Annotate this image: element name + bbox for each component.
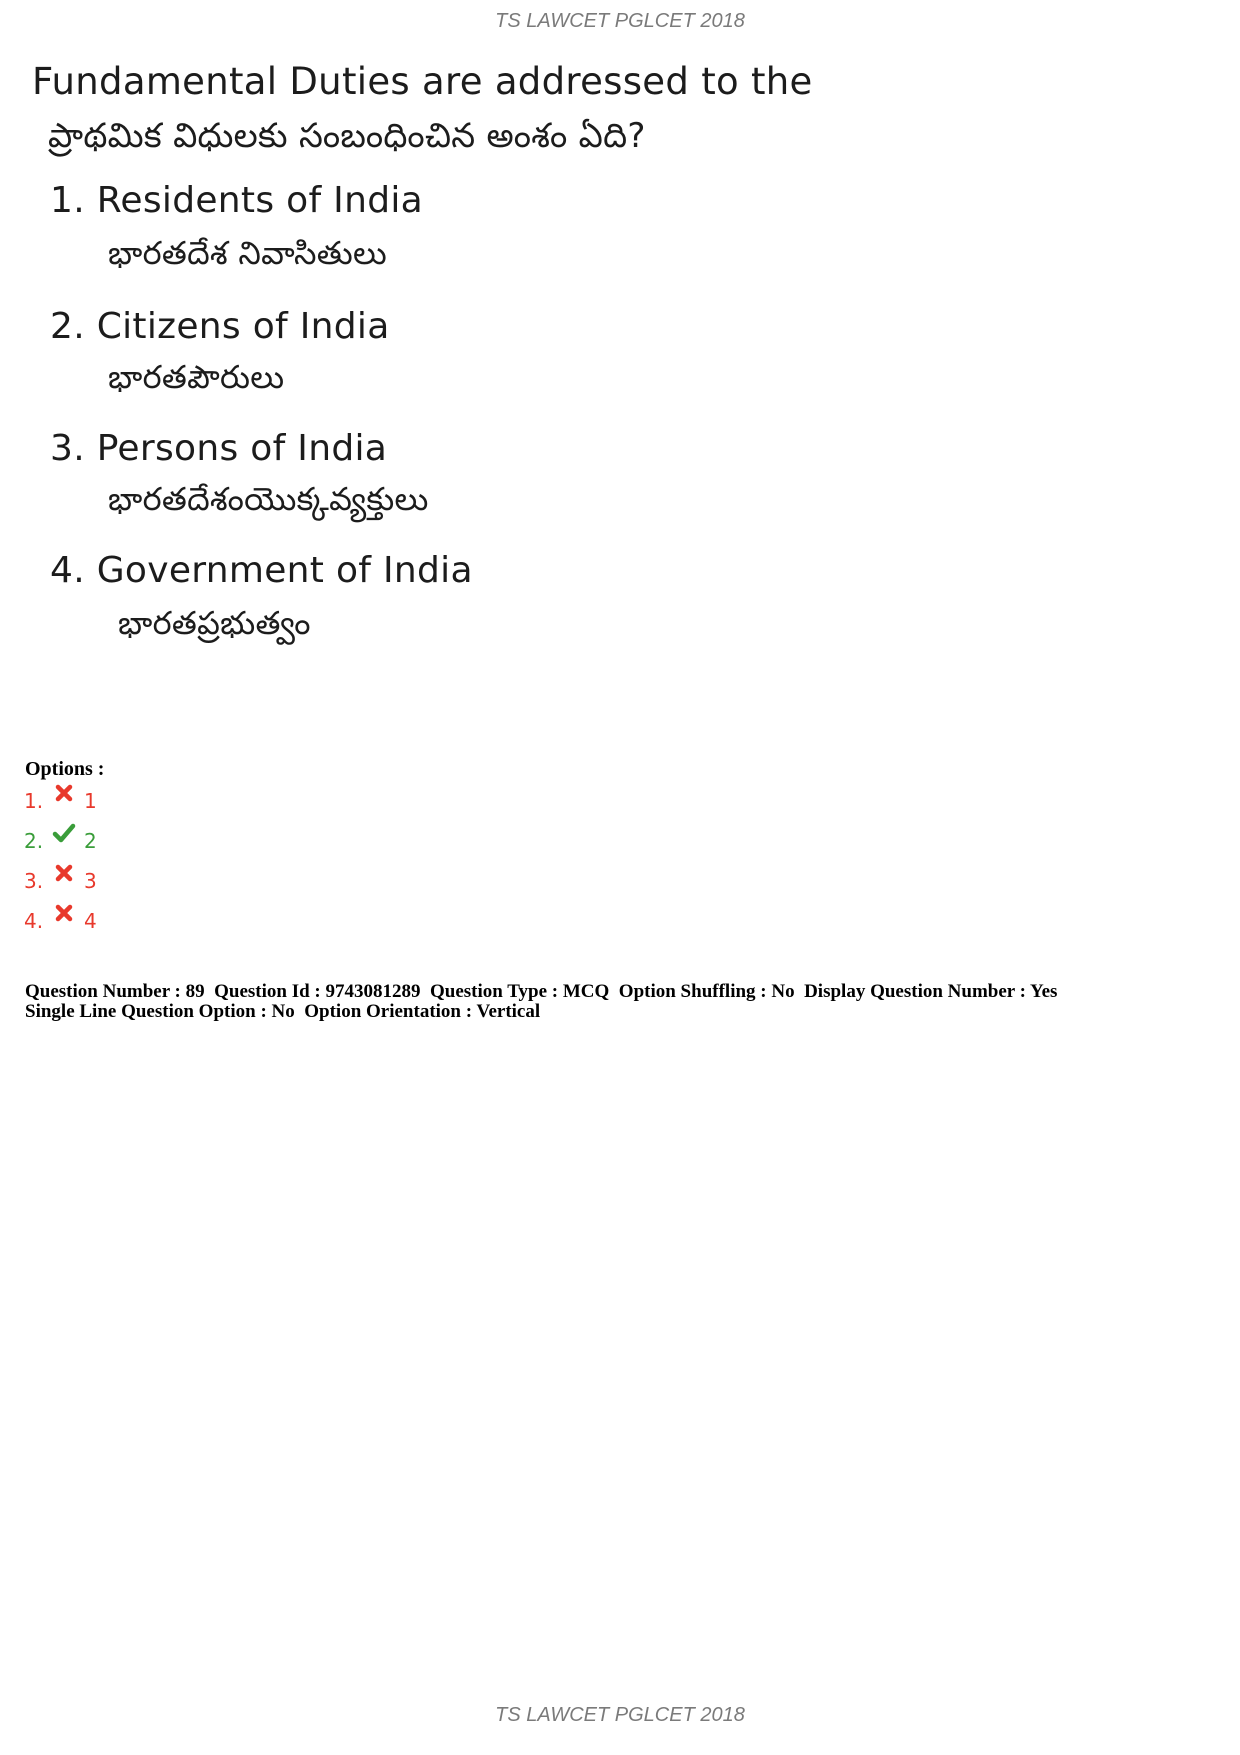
option-number: 2. [24, 829, 44, 853]
metadata-line-1: Question Number : 89 Question Id : 9743081289 Question Type : MCQ Option Shuffling : No Display Question Number : Yes [25, 981, 1058, 1002]
check-icon [52, 821, 76, 845]
choice-3-telugu: భారతదేశంయొక్కవ్యక్తులు [108, 480, 429, 518]
choice-2-telugu: భారతపౌరులు [108, 358, 285, 396]
choice-1-english: 1. Residents of India [50, 180, 424, 221]
choice-4-english: 4. Government of India [50, 550, 473, 591]
page-footer: TS LAWCET PGLCET 2018 [495, 1704, 745, 1726]
question-title-telugu: ప్రాథమిక విధులకు సంబంధించిన అంశం ఏది? [48, 116, 646, 156]
option-value: 3 [84, 869, 97, 893]
option-value: 4 [84, 909, 97, 933]
option-number: 4. [24, 909, 44, 933]
choice-3-english: 3. Persons of India [50, 428, 388, 469]
cross-icon [52, 861, 76, 885]
question-image [26, 52, 846, 742]
metadata-line-2: Single Line Question Option : No Option Orientation : Vertical [25, 1001, 541, 1022]
option-1 [24, 786, 97, 816]
option-value: 2 [84, 829, 97, 853]
option-value: 1 [84, 789, 97, 813]
option-number: 1. [24, 789, 44, 813]
question-metadata [25, 982, 1225, 1022]
option-2 [24, 826, 97, 856]
choice-1-telugu: భారతదేశ నివాసితులు [108, 234, 388, 272]
question-title: Fundamental Duties are addressed to the [32, 60, 813, 103]
choice-2-english: 2. Citizens of India [50, 306, 390, 347]
choice-4-telugu: భారతప్రభుత్వం [118, 604, 311, 642]
option-3 [24, 866, 97, 896]
options-label: Options : [25, 758, 105, 780]
cross-icon [52, 781, 76, 805]
cross-icon [52, 901, 76, 925]
page-header: TS LAWCET PGLCET 2018 [495, 10, 745, 32]
option-number: 3. [24, 869, 44, 893]
option-4 [24, 906, 97, 936]
